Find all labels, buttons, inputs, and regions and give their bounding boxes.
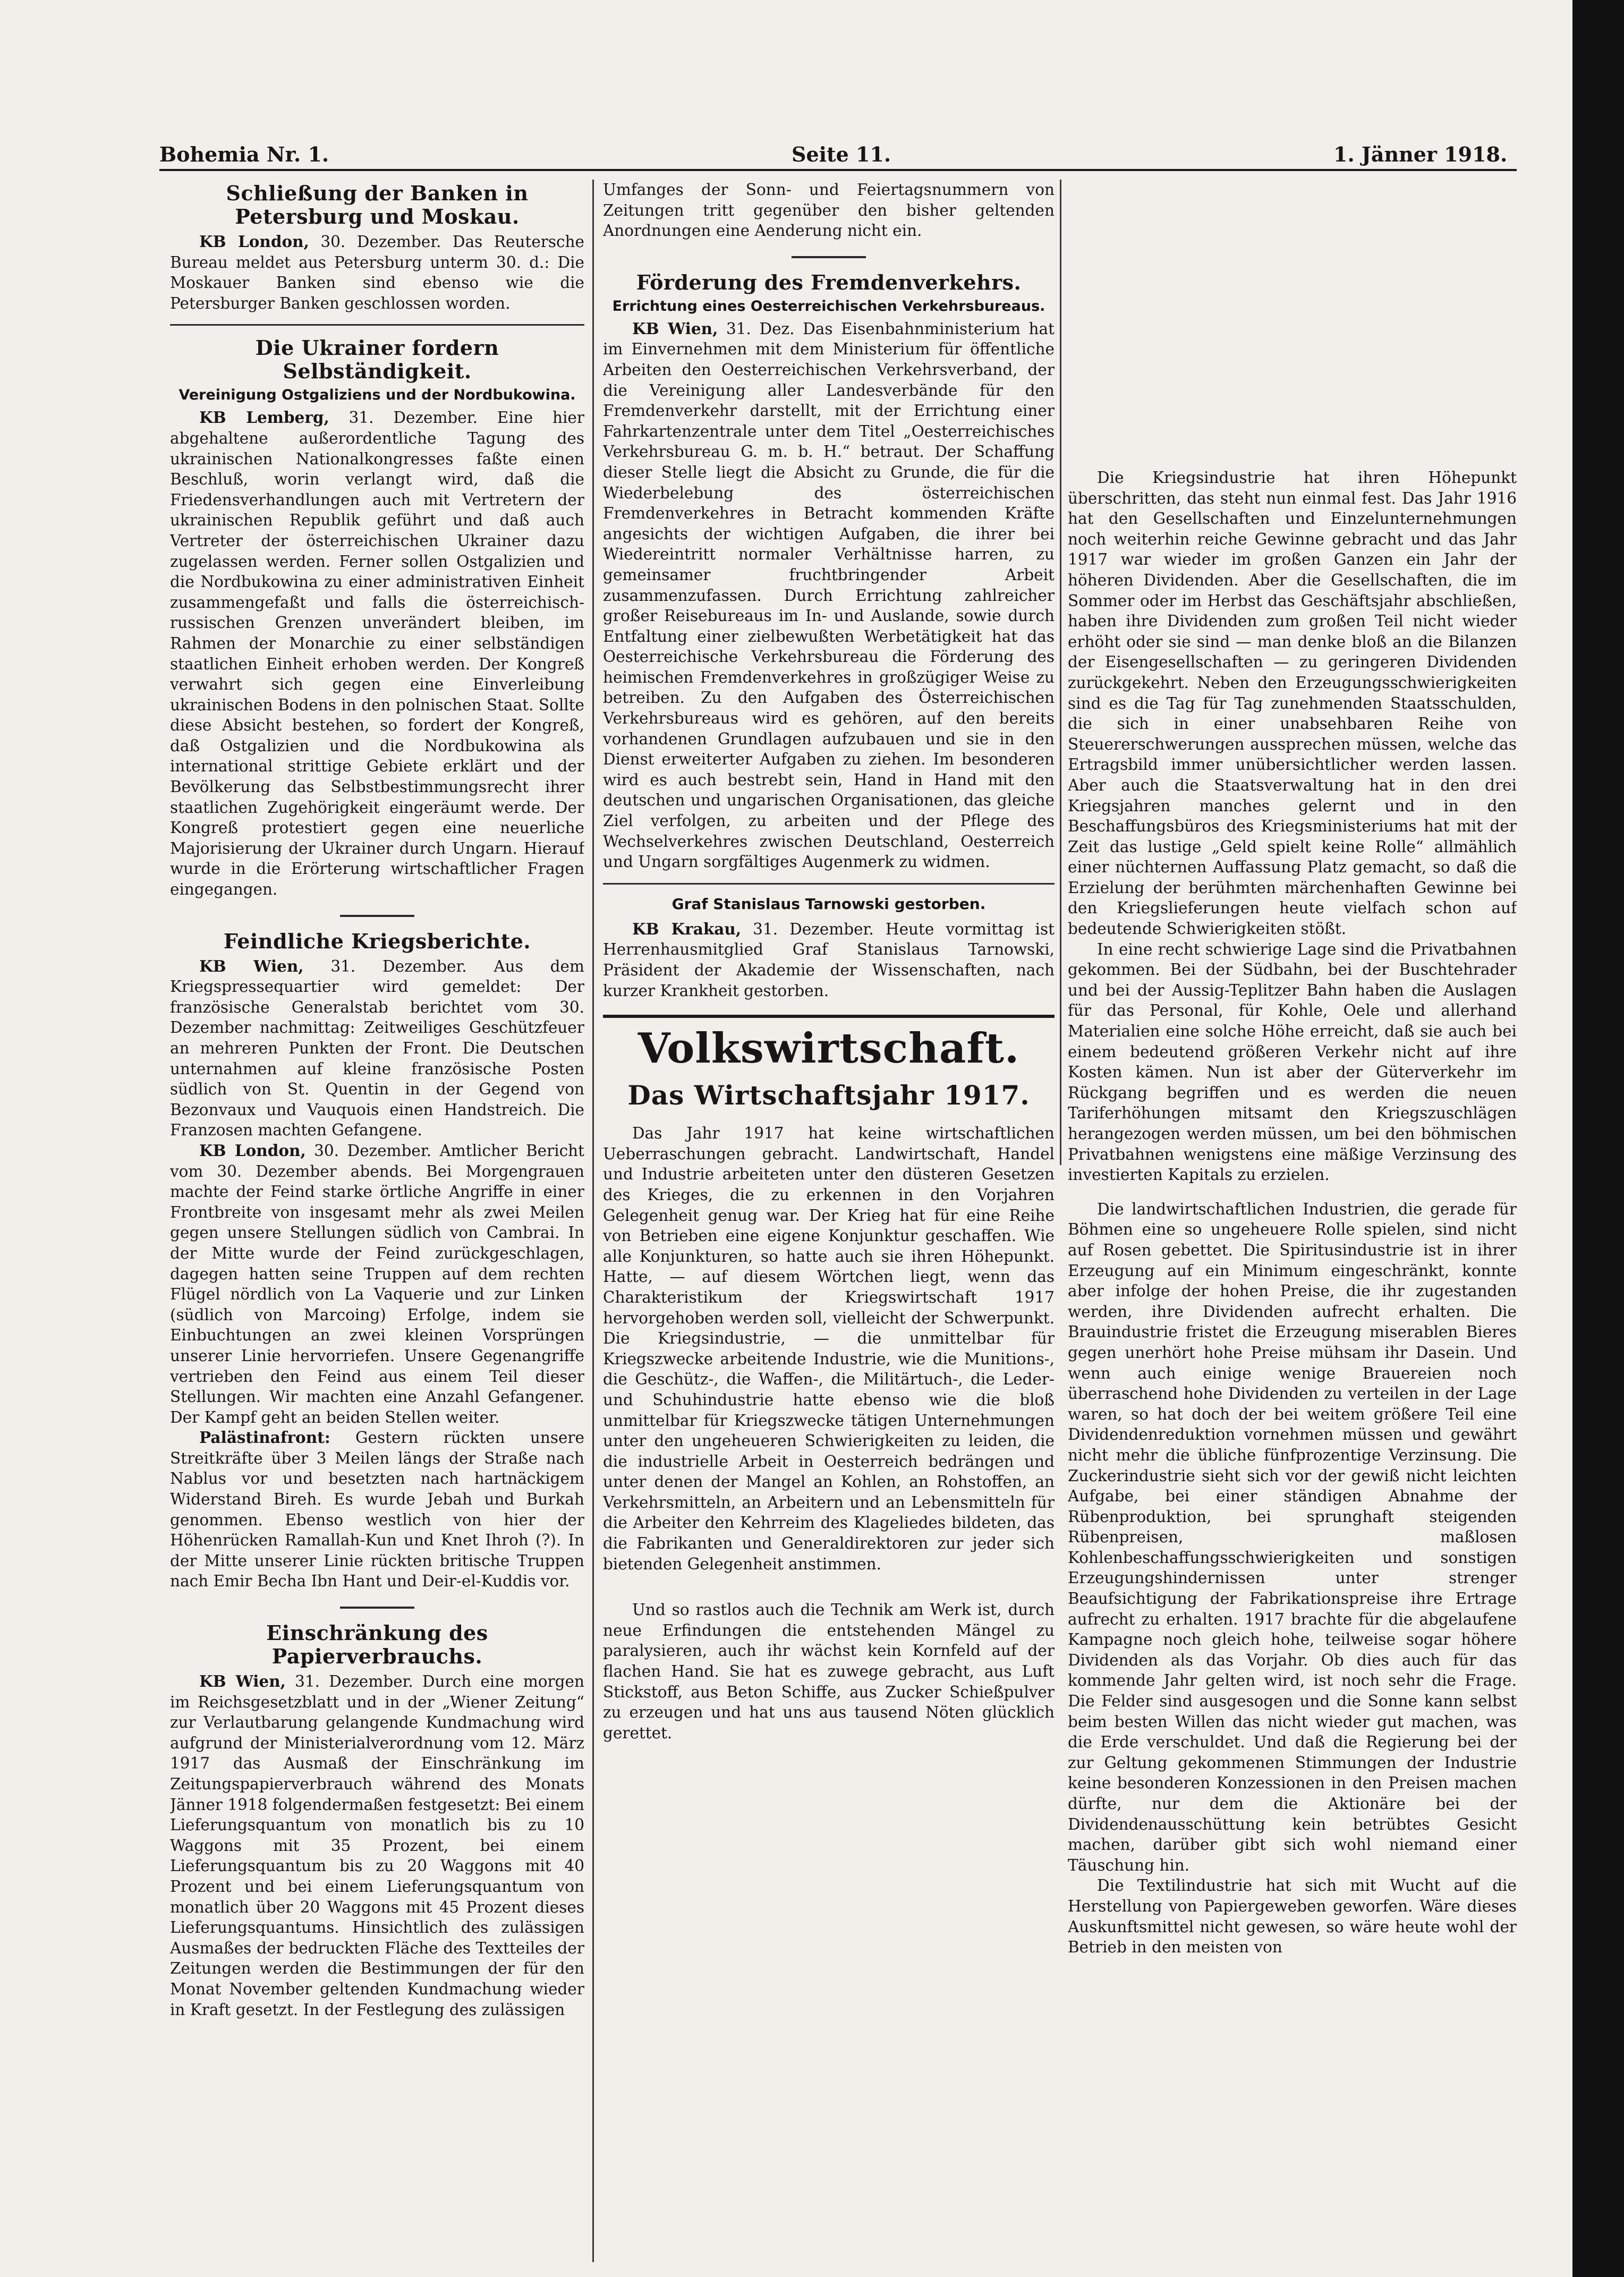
divider	[340, 915, 414, 917]
divider	[340, 1607, 414, 1609]
section-rule	[603, 1015, 1055, 1018]
section-title: Volkswirtschaft.	[637, 1024, 1020, 1073]
article-text: Die landwirtschaftlichen Industrien, die gerade für Böhmen eine so ungeheuere Rolle spielen, sind nicht auf Rosen gebettet. Die Spiritusindustrie ist in ihrer Erzeugung auf ein Minimum eingeschränkt, konnte aber infolge der hohen Preise, die ihr zugestanden werden, ihre Dividenden aufrecht erhalten. Die Brauindustrie fristet die Erzeugung miserablen Bieres gegen unerhört hohe Preise mühsam ihr Dasein. Und wenn auch einige wenige Brauereien noch überraschend hohe Dividenden zu verteilen in der Lage waren, so hat doch der bei weitem größere Teil eine Dividendenreduktion vornehmen müssen und gewährt nicht mehr die übliche fünfprozentige Verzinsung. Die Zuckerindustrie sieht sich vor der gewiß nicht leichten Aufgabe, bei einer ständigen Abnahme der Rübenproduktion, bei sprunghaft steigenden Rübenpreisen, maßlosen Kohlenbeschaffungsschwierigkeiten und sonstigen Erzeugungshindernissen unter strenger Beaufsichtigung der Fabrikationspreise ihre Ertrage aufrecht zu erhalten. 1917 brachte für die abgelaufene Kampagne noch gleich hohe, teilweise sogar höhere Dividenden als das Vorjahr. Ob dies auch für das kommende Jahr gelten wird, ist noch sehr die Frage. Die Felder sind ausgesogen und die Sonne kann selbst beim besten Willen das nicht wieder gut machen, was die Erde verschuldet. Und daß die Regierung bei der zur Geltung gekommenen Stimmungen der Industrie keine besonderen Konzessionen in den Preisen machen dürfte, nur dem die Aktionäre bei der Dividendenausschüttung kein betrübtes Gesicht machen, darüber gibt sich wohl niemand einer Täuschung hin.	[1068, 1200, 1517, 1874]
article-text: 31. Dezember. Durch eine morgen im Reichsgesetzblatt und in der „Wiener Zeitung“ zur Verlautbarung gelangende Kundmachung wird aufgrund der Ministerialverordnung vom 12. März 1917 das Ausmaß der Einschränkung im Zeitungspapierverbrauch während des Monats Jänner 1918 folgendermaßen festgesetzt: Bei einem Lieferungsquantum von monatlich bis zu 10 Waggons mit 35 Prozent, bei einem Lieferungsquantum bis zu 20 Waggons mit 40 Prozent und bei einem Lieferungsquantum von monatlich über 20 Waggons mit 45 Prozent dieses Lieferungsquantums. Hinsichtlich des zulässigen Ausmaßes der bedruckten Fläche des Textteiles der Zeitungen werden die Bestimmungen der für den Monat November geltenden Kundmachung wieder in Kraft gesetzt. In der Festlegung des zulässigen	[170, 1672, 584, 2019]
dateline: KB Wien,	[632, 319, 718, 338]
header-rule	[159, 169, 1517, 171]
article-text: Die Kriegsindustrie hat ihren Höhepunkt überschritten, das steht nun einmal fest. Das Jahr 1916 hat den Gesellschaften und Einzelunternehmungen noch weiterhin reiche Gewinne gebracht und das Jahr 1917 war wieder im großen Ganzen ein Jahr der höheren Dividenden. Aber die Gesellschaften, die im Sommer oder im Herbst das Geschäftsjahr abschließen, haben ihre Dividenden zum großen Teil nicht wieder erhöht oder sie sind — man denke bloß an die Bilanzen der Eisengesellschaften — zu geringeren Dividenden zurückgekehrt. Neben den Erzeugungsschwierigkeiten sind es die Tag für Tag zunehmenden Staatsschulden, die sich in einer unabsehbaren Reihe von Steuererschwerungen aussprechen müssen, welche das Ertragsbild immer unübersichtlicher werden lassen. Aber auch die Staatsverwaltung hat in den drei Kriegsjahren manches gelernt und in den Beschaffungsbüros des Kriegsministeriums hat mit der Zeit das lustige „Geld spielt keine Rolle“ allmählich einer nüchternen Auffassung Platz gemacht, so daß die Erzielung der berühmten märchenhaften Gewinne bei den Kriegslieferungen heute vielfach schon auf bedeutende Schwierigkeiten stößt.	[1068, 469, 1517, 938]
article-bank-closure	[170, 182, 584, 313]
scan-border	[1572, 0, 1624, 2277]
subheadline: Errichtung eines Oesterreichischen Verkehrsbureaus.	[612, 298, 1045, 315]
column-1	[170, 180, 584, 2262]
headline: Schließung der Banken in Petersburg und Moskau.	[226, 181, 529, 228]
article-tourism	[603, 271, 1055, 872]
headline: Förderung des Fremdenverkehrs.	[636, 270, 1022, 294]
divider	[603, 883, 1055, 885]
article-economic-year-continued	[1068, 468, 1517, 1958]
blank-area	[1068, 180, 1517, 468]
dateline: KB London,	[199, 1141, 306, 1160]
dateline: KB London,	[199, 232, 309, 251]
subheadline: Vereinigung Ostgaliziens und der Nordbukowina.	[178, 387, 576, 404]
article-text: In eine recht schwierige Lage sind die Privatbahnen gekommen. Bei der Südbahn, bei der Buschtehrader und bei der Aussig-Teplitzer Bahn haben die Auslagen für das Personal, für Kohle, Oele und allerhand Materialien eine solche Höhe erreicht, daß sie auch bei einem bedeutend größeren Verkehr nicht auf ihre Kosten kämen. Nun ist aber der Güterverkehr im Rückgang begriffen und es werden die neuen Tariferhöhungen mitsamt den Kriegszuschlägen herangezogen werden müssen, um bei den böhmischen Privatbahnen wenigstens eine mäßige Verzinsung des investierten Kapitals zu erzielen.	[1068, 940, 1517, 1184]
dateline: KB Krakau,	[632, 919, 742, 938]
article-text: 31. Dezember. Aus dem Kriegspressequartier wird gemeldet: Der französische Generalstab berichtet vom 30. Dezember nachmittag: Zeitweiliges Geschützfeuer an mehreren Punkten der Front. Die Deutschen unternahmen auf kleine französische Posten südlich von St. Quentin in der Gegend von Bezonvaux und Vauquois einen Handstreich. Die Franzosen machten Gefangene.	[170, 957, 584, 1140]
article-text: 31. Dezember. Heute vormittag ist Herrenhausmitglied Graf Stanislaus Tarnowski, Präsident der Akademie der Wissenschaften, nach kurzer Krankheit gestorben.	[603, 920, 1055, 1000]
article-text: Die Textilindustrie hat sich mit Wucht auf die Herstellung von Papiergeweben geworfen. Wäre dieses Auskunftsmittel nicht gewesen, so wäre heute wohl der Betrieb in den meisten von	[1068, 1876, 1517, 1957]
divider	[170, 324, 584, 326]
headline: Das Wirtschaftsjahr 1917.	[627, 1080, 1030, 1111]
article-text: 30. Dezember. Das Reutersche Bureau meldet aus Petersburg unterm 30. d.: Die Moskauer Banken sind ebenso wie die Petersburger Banken geschlossen worden.	[170, 233, 584, 312]
article-war-reports	[170, 930, 584, 1592]
header-page-number: Seite 11.	[792, 142, 891, 166]
header-date: 1. Jänner 1918.	[1333, 142, 1508, 166]
headline: Graf Stanislaus Tarnowski gestorben.	[671, 895, 986, 913]
divider	[792, 256, 866, 258]
column-2	[603, 180, 1055, 2230]
article-economic-year	[603, 1123, 1055, 1743]
dateline: KB Wien,	[199, 956, 304, 975]
column-rule-2	[1060, 180, 1061, 1165]
article-text: 31. Dez. Das Eisenbahnministerium hat im Einvernehmen mit dem Ministerium für öffentliche Arbeiten den Oesterreichischen Verkehrsverband, der die Vereinigung aller Landesverbände für den Fremdenverkehr darstellt, mit der Errichtung einer Fahrkartenzentrale unter dem Titel „Oesterreichisches Verkehrsbureau G. m. b. H.“ betraut. Der Schaffung dieser Stelle liegt die Absicht zu Grunde, die für die Wiederbelebung des österreichischen Fremdenverkehres in Betracht kommenden Kräfte angesichts der wichtigen Aufgaben, die ihrer bei Wiedereintritt normaler Verhältnisse harren, zu gemeinsamer fruchtbringender Arbeit zusammenzufassen. Durch Errichtung zahlreicher großer Reisebureaus im In- und Auslande, sowie durch Entfaltung einer zielbewußten Werbetätigkeit hat das Oesterreichische Verkehrsbureau die Förderung des heimischen Fremdenverkehres in großzügiger Weise zu betreiben. Zu den Aufgaben des Österreichischen Verkehrsbureaus wird es gehören, auf den bereits vorhandenen Grundlagen aufzubauen und sie in den Dienst erweiterter Aufgaben zu ziehen. Im besonderen wird es auch bestrebt sein, Hand in Hand mit den deutschen und ungarischen Organisationen, das gleiche Ziel verfolgen, zu arbeiten und der Pflege des Wechselverkehres zwischen Deutschland, Oesterreich und Ungarn sorgfältiges Augenmerk zu widmen.	[603, 319, 1055, 871]
article-text: Das Jahr 1917 hat keine wirtschaftlichen Ueberraschungen gebracht. Landwirtschaft, Handel und Industrie arbeiteten unter den düsteren Gesetzen des Krieges, die zu erkennen in den Vorjahren Gelegenheit genug war. Der Krieg hat für eine Reihe von Betrieben eine eigene Konjunktur geschaffen. Wie alle Konjunkturen, so hatte auch sie ihren Höhepunkt. Hatte, — auf diesem Wörtchen liegt, wenn das Charakteristikum der Kriegswirtschaft 1917 hervorgehoben werden soll, vielleicht der Schwerpunkt. Die Kriegsindustrie, — die unmittelbar für Kriegszwecke arbeitende Industrie, wie die Munitions-, die Geschütz-, die Waffen-, die Militärtuch-, die Leder- und Schuhindustrie hatte ebenso wie die bloß unmittelbar für Kriegszwecke tätigen Unternehmungen unter den ungeheueren Schwierigkeiten zu leiden, die die industrielle Arbeit in Oesterreich bedrängen und unter denen der Mangel an Kohlen, an Rohstoffen, an Verkehrsmitteln, an Arbeitern und an Lebensmitteln für die Arbeiter den Kehrreim des Klageliedes bildeten, das die Fabrikanten und Generaldirektoren zur jeder sich bietenden Gelegenheit anstimmen.	[603, 1124, 1055, 1573]
dateline: KB Lemberg,	[199, 408, 329, 427]
article-text: Gestern rückten unsere Streitkräfte über 3 Meilen längs der Straße nach Nablus vor und besetzten nach hartnäckigem Widerstand Bireh. Es wurde Jebah und Burkah genommen. Ebenso westlich von hier der Höhenrücken Ramallah-Kun und Knet Ihroh (?). In der Mitte unserer Linie rückten britische Truppen nach Emir Becha Ibn Hant und Deir-el-Kuddis vor.	[170, 1429, 584, 1591]
section-lead: Palästinafront:	[199, 1428, 330, 1447]
article-text: 31. Dezember. Eine hier abgehaltene außerordentliche Tagung des ukrainischen Nationalkongresses faßte einen Beschluß, worin verlangt wird, daß die Friedensverhandlungen auch mit Vertretern der ukrainischen Republik geführt und daß auch Vertreter der österreichischen Ukrainer dazu zugelassen werden. Ferner sollen Ostgalizien und die Nordbukowina zu einer administrativen Einheit zusammengefaßt und falls die österreichisch-russischen Grenzen unverändert bleiben, im Rahmen der Monarchie zu einer selbständigen staatlichen Einheit erhoben werden. Der Kongreß verwahrt sich gegen eine Einverleibung ukrainischen Bodens in den polnischen Staat. Sollte diese Absicht bestehen, so fordert der Kongreß, daß Ostgalizien und die Nordbukowina als international strittige Gebiete erklärt und der Bevölkerung das Selbstbestimmungsrecht ihrer staatlichen Zugehörigkeit eingeräumt werde. Der Kongreß protestiert gegen eine neuerliche Majorisierung der Ukrainer durch Ungarn. Hierauf wurde in die Erörterung wirtschaftlicher Fragen eingegangen.	[170, 409, 584, 899]
article-obituary	[603, 895, 1055, 1001]
headline: Feindliche Kriegsberichte.	[223, 929, 531, 953]
article-text: 30. Dezember. Amtlicher Bericht vom 30. Dezember abends. Bei Morgengrauen machte der Feind starke örtliche Angriffe in einer Frontbreite von insgesamt mehr als zwei Meilen gegen unsere Stellungen südlich von Cambrai. In der Mitte wurde der Feind zurückgeschlagen, dagegen hatten seine Truppen auf dem rechten Flügel nördlich von La Vaquerie und zur Linken (südlich von Marcoing) Erfolge, indem sie Einbuchtungen an zwei kleinen Vorsprüngen unserer Linie hervorriefen. Unsere Gegenangriffe vertrieben den Feind aus einem Teil dieser Stellungen. Wir machten eine Anzahl Gefangener. Der Kampf geht an beiden Stellen weiter.	[170, 1141, 584, 1426]
article-ukrainians	[170, 336, 584, 899]
header-issue: Bohemia Nr. 1.	[159, 142, 329, 166]
article-paper-restriction	[170, 1621, 584, 2020]
headline: Einschränkung des Papierverbrauchs.	[266, 1621, 488, 1669]
column-rule-1	[592, 180, 594, 2262]
article-text: Und so rastlos auch die Technik am Werk ist, durch neue Erfindungen die entstehenden Mängel zu paralysieren, auch ihr wächst kein Kornfeld auf der flachen Hand. Sie hat es zuwege gebracht, aus Luft Stickstoff, aus Beton Schiffe, aus Zucker Schießpulver zu erzeugen und hat uns aus tausend Nöten glücklich gerettet.	[603, 1601, 1055, 1742]
column-3	[1068, 180, 1517, 2262]
article-continuation: Umfanges der Sonn- und Feiertagsnummern von Zeitungen tritt gegenüber den bisher geltenden Anordnungen eine Aenderung nicht ein.	[603, 181, 1055, 240]
dateline: KB Wien,	[199, 1672, 286, 1691]
headline: Die Ukrainer fordern Selbständigkeit.	[255, 336, 499, 384]
